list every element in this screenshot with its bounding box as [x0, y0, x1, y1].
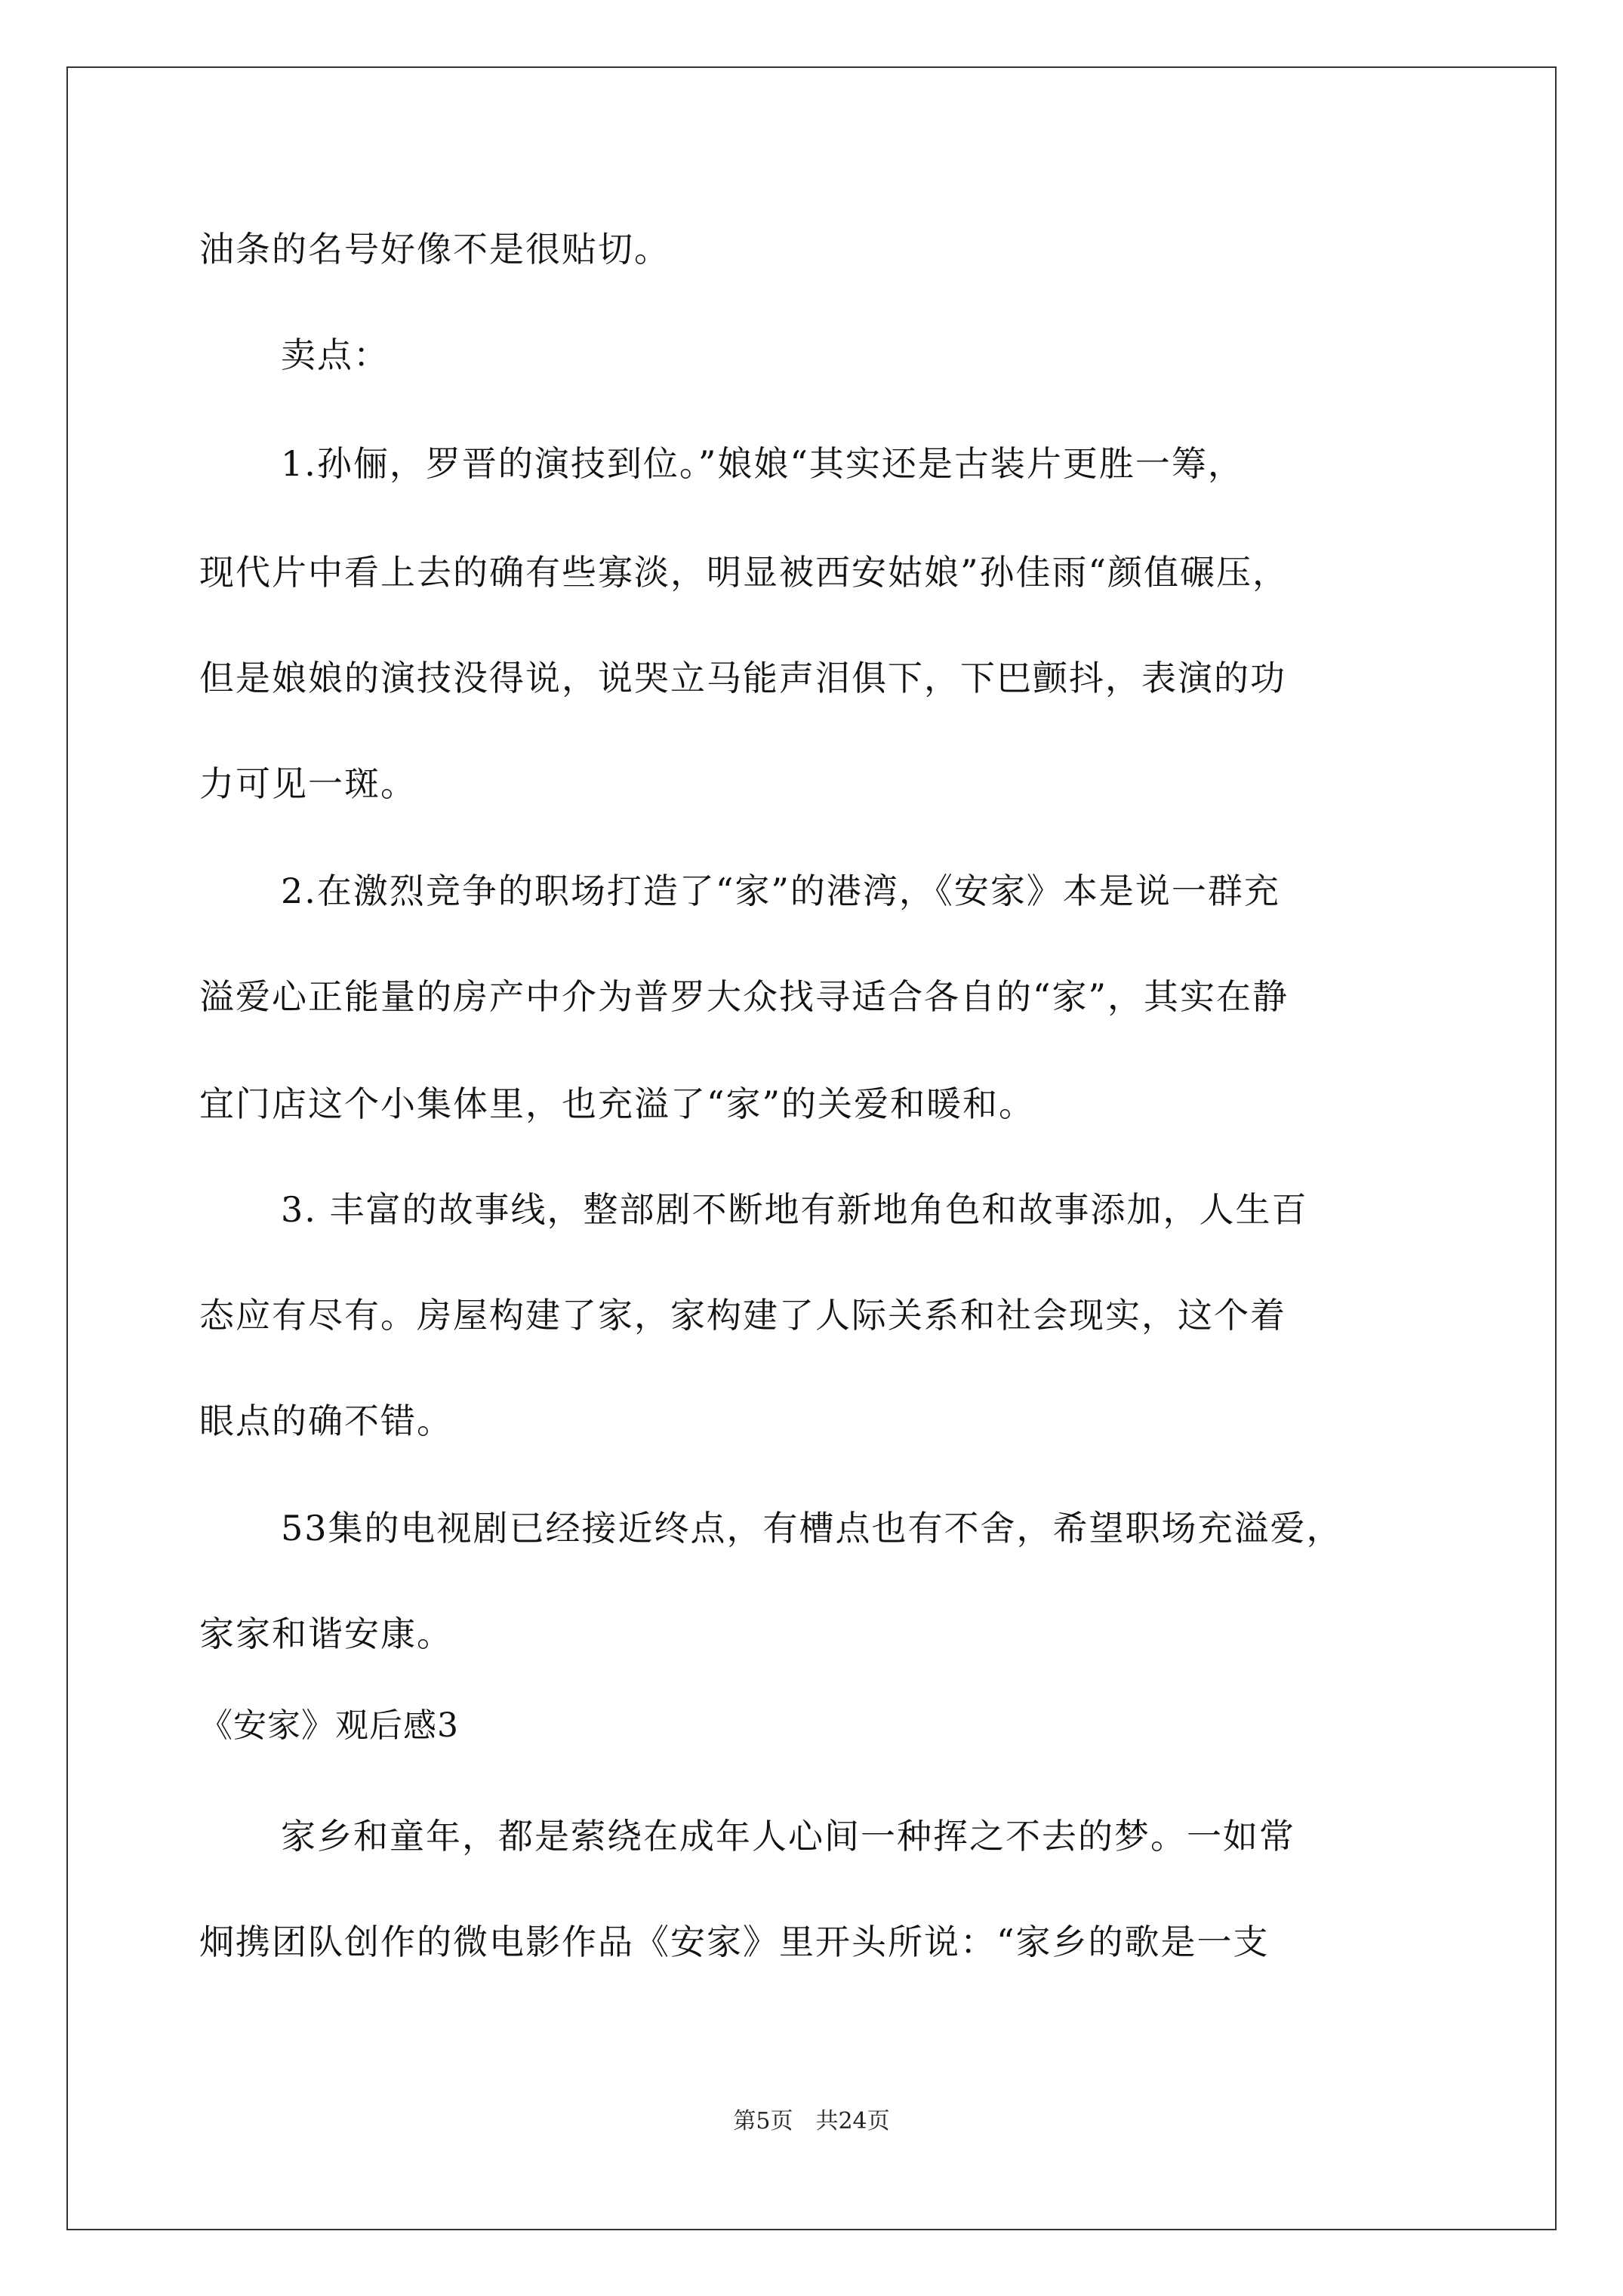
text-line: 家乡和童年，都是萦绕在成年人心间一种挥之不去的梦。一如常: [281, 1816, 1295, 1857]
text-line: 1.孙俪，罗晋的演技到位。”娘娘“其实还是古装片更胜一筹，: [281, 443, 1244, 484]
page-footer: 第5页 共24页: [733, 2108, 890, 2134]
text-line: 3. 丰富的故事线，整部剧不断地有新地角色和故事添加，人生百: [281, 1189, 1308, 1230]
text-line: 溢爱心正能量的房产中介为普罗大众找寻适合各自的“家”，其实在静: [199, 976, 1289, 1017]
section-heading: 《安家》观后感3: [199, 1706, 459, 1745]
text-line: 态应有尽有。房屋构建了家，家构建了人际关系和社会现实，这个着: [199, 1295, 1286, 1336]
page-border: [66, 66, 1557, 2230]
text-line: 眼点的确不错。: [199, 1401, 453, 1441]
section-label: 卖点：: [281, 334, 390, 375]
text-line: 油条的名号好像不是很贴切。: [199, 229, 670, 270]
text-line: 力可见一斑。: [199, 763, 417, 804]
text-line: 炯携团队创作的微电影作品《安家》里开头所说：“家乡的歌是一支: [199, 1922, 1270, 1962]
text-line: 53集的电视剧已经接近终点，有槽点也有不舍，希望职场充溢爱，: [281, 1508, 1343, 1549]
text-line: 但是娘娘的演技没得说，说哭立马能声泪俱下，下巴颤抖，表演的功: [199, 658, 1286, 698]
text-line: 家家和谐安康。: [199, 1613, 453, 1654]
text-line: 2.在激烈竞争的职场打造了“家”的港湾，《安家》本是说一群充: [281, 871, 1280, 911]
text-line: 宜门店这个小集体里，也充溢了“家”的关爱和暖和。: [199, 1083, 1036, 1124]
text-line: 现代片中看上去的确有些寡淡，明显被西安姑娘”孙佳雨“颜值碾压，: [199, 552, 1289, 593]
